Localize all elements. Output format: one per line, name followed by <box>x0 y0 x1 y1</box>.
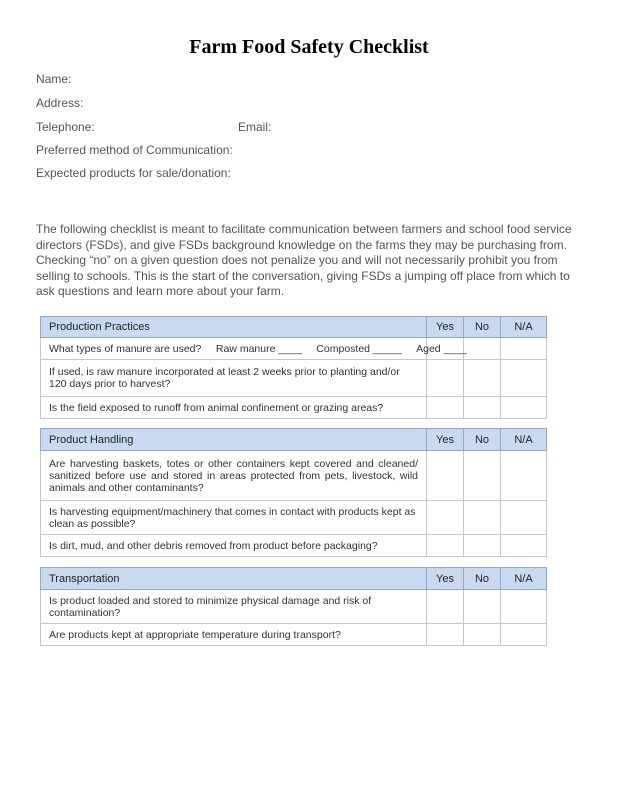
page-title: Farm Food Safety Checklist <box>189 36 429 58</box>
question-text: If used, is raw manure incorporated at least 2 weeks prior to planting and/or 120 days prior to harvest? <box>41 360 427 397</box>
na-checkbox[interactable] <box>501 397 547 419</box>
na-checkbox[interactable] <box>501 501 547 535</box>
na-checkbox[interactable] <box>501 360 547 397</box>
question-text: Is the field exposed to runoff from animal confinement or grazing areas? <box>41 397 427 419</box>
no-checkbox[interactable] <box>464 501 501 535</box>
table-row <box>41 624 547 646</box>
telephone-field-label[interactable]: Telephone: <box>36 120 95 134</box>
table-row <box>41 590 547 624</box>
question-text: Is dirt, mud, and other debris removed from product before packaging? <box>41 535 427 557</box>
name-field-label[interactable]: Name: <box>36 72 72 86</box>
na-checkbox[interactable] <box>501 338 547 360</box>
na-checkbox[interactable] <box>501 624 547 646</box>
question-text: Is product loaded and stored to minimize physical damage and risk of contamination? <box>41 590 427 624</box>
yes-checkbox[interactable] <box>427 535 464 557</box>
no-checkbox[interactable] <box>464 624 501 646</box>
no-checkbox[interactable] <box>464 338 501 360</box>
yes-checkbox[interactable] <box>427 397 464 419</box>
table-row <box>41 360 547 397</box>
na-checkbox[interactable] <box>501 535 547 557</box>
table-row <box>41 535 547 557</box>
section-title: Product Handling <box>41 429 427 451</box>
section-header <box>41 317 547 338</box>
na-checkbox[interactable] <box>501 451 547 501</box>
address-field-label[interactable]: Address: <box>36 96 84 110</box>
na-column-header: N/A <box>501 568 547 590</box>
transportation-table <box>40 567 547 646</box>
yes-checkbox[interactable] <box>427 501 464 535</box>
products-field-label[interactable]: Expected products for sale/donation: <box>36 166 231 180</box>
product-handling-table <box>40 428 547 557</box>
no-checkbox[interactable] <box>464 360 501 397</box>
na-checkbox[interactable] <box>501 590 547 624</box>
table-row <box>41 501 547 535</box>
no-column-header: No <box>464 429 501 451</box>
no-checkbox[interactable] <box>464 590 501 624</box>
section-header <box>41 568 547 590</box>
intro-paragraph: The following checklist is meant to facilitate communication between farmers and school food service directors (FSDs), and give FSDs background knowledge on the farms they may be purchasing from. Checking “no” on a given question does not penalize you and will not necessarily prohibit you from selling to schools. This is the start of the conversation, giving FSDs a jumping off place from which to ask questions and learn more about your farm. <box>36 222 572 298</box>
no-checkbox[interactable] <box>464 397 501 419</box>
communication-field-label[interactable]: Preferred method of Communication: <box>36 143 233 157</box>
question-text: Are products kept at appropriate temperature during transport? <box>41 624 427 646</box>
table-row <box>41 338 547 360</box>
no-column-header: No <box>464 317 501 338</box>
na-column-header: N/A <box>501 429 547 451</box>
section-title: Production Practices <box>41 317 427 338</box>
yes-checkbox[interactable] <box>427 451 464 501</box>
yes-column-header: Yes <box>427 317 464 338</box>
email-field-label[interactable]: Email: <box>238 120 272 134</box>
question-text: Is harvesting equipment/machinery that comes in contact with products kept as clean as possible? <box>41 501 427 535</box>
no-column-header: No <box>464 568 501 590</box>
na-column-header: N/A <box>501 317 547 338</box>
table-row <box>41 451 547 501</box>
no-checkbox[interactable] <box>464 451 501 501</box>
question-text: What types of manure are used? Raw manure ____ Composted _____ Aged ____ <box>41 338 427 360</box>
question-text: Are harvesting baskets, totes or other containers kept covered and cleaned/ sanitized before use and stored in areas protected from pets, livestock, wild animals and other contaminants? <box>41 451 427 501</box>
section-title: Transportation <box>41 568 427 590</box>
yes-checkbox[interactable] <box>427 590 464 624</box>
yes-checkbox[interactable] <box>427 360 464 397</box>
table-row <box>41 397 547 419</box>
yes-column-header: Yes <box>427 568 464 590</box>
yes-column-header: Yes <box>427 429 464 451</box>
yes-checkbox[interactable] <box>427 624 464 646</box>
no-checkbox[interactable] <box>464 535 501 557</box>
section-header <box>41 429 547 451</box>
production-practices-table <box>40 316 547 419</box>
